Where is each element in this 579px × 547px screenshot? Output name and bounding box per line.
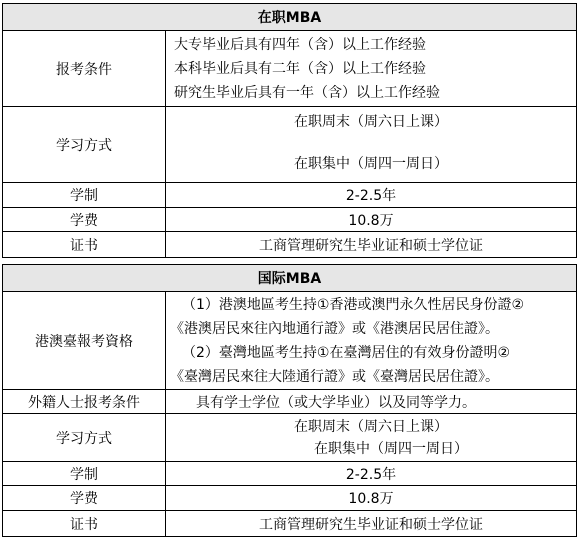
row-label: 报考条件 (3, 31, 166, 107)
table-row (3, 462, 577, 486)
row-label: 证书 (3, 511, 166, 537)
row-label: 证书 (3, 232, 166, 258)
eligibility-line: （2）臺灣地區考生持①在臺灣居住的有效身份證明② (182, 344, 511, 361)
row-value: 工商管理研究生毕业证和硕士学位证 (166, 232, 577, 258)
table-row (3, 486, 577, 511)
row-label: 学制 (3, 462, 166, 486)
row-value: 10.8万 (166, 486, 577, 511)
requirement-line: 大专毕业后具有四年（含）以上工作经验 (174, 36, 426, 53)
row-label: 港澳臺報考資格 (3, 292, 166, 390)
table-in-service-mba (2, 3, 577, 258)
eligibility-line: 《港澳居民來往內地通行證》或《港澳居民居住證》。 (170, 320, 499, 337)
table-row (3, 511, 577, 537)
table-row (3, 183, 577, 208)
table-title: 在职MBA (3, 4, 577, 31)
table-row (3, 31, 577, 107)
row-value: 2-2.5年 (166, 183, 577, 208)
study-mode-line: 在职周末（周六日上课） (294, 114, 448, 130)
table-header-row (3, 265, 577, 292)
requirement-line: 研究生毕业后具有一年（含）以上工作经验 (174, 84, 440, 101)
row-value: 2-2.5年 (166, 462, 577, 486)
row-value (166, 292, 577, 390)
row-label: 学习方式 (3, 414, 166, 462)
row-label: 学费 (3, 486, 166, 511)
table-row (3, 107, 577, 183)
row-value (166, 107, 577, 183)
table-title: 国际MBA (3, 265, 577, 292)
row-value (166, 414, 577, 462)
row-label: 学习方式 (3, 107, 166, 183)
requirement-line: 本科毕业后具有二年（含）以上工作经验 (174, 60, 426, 77)
row-value: 工商管理研究生毕业证和硕士学位证 (166, 511, 577, 537)
row-label: 外籍人士报考条件 (3, 390, 166, 414)
row-value: 具有学士学位（或大学毕业）以及同等学力。 (166, 390, 577, 414)
eligibility-line: 《臺灣居民來往大陸通行證》或《臺灣居民居住證》。 (170, 368, 499, 385)
table-row (3, 390, 577, 414)
table-row (3, 208, 577, 232)
table-header-row (3, 4, 577, 31)
table-row (3, 292, 577, 390)
table-row (3, 232, 577, 258)
study-mode-line: 在职周末（周六日上课） (294, 418, 448, 435)
study-mode-line: 在职集中（周四一周日） (294, 156, 448, 172)
row-label: 学制 (3, 183, 166, 208)
row-value (166, 31, 577, 107)
row-value: 10.8万 (166, 208, 577, 232)
table-international-mba (2, 264, 577, 537)
study-mode-line: 在职集中（周四一周日） (314, 440, 468, 457)
table-row (3, 414, 577, 462)
eligibility-line: （1）港澳地區考生持①香港或澳門永久性居民身份證② (182, 296, 525, 313)
row-label: 学费 (3, 208, 166, 232)
